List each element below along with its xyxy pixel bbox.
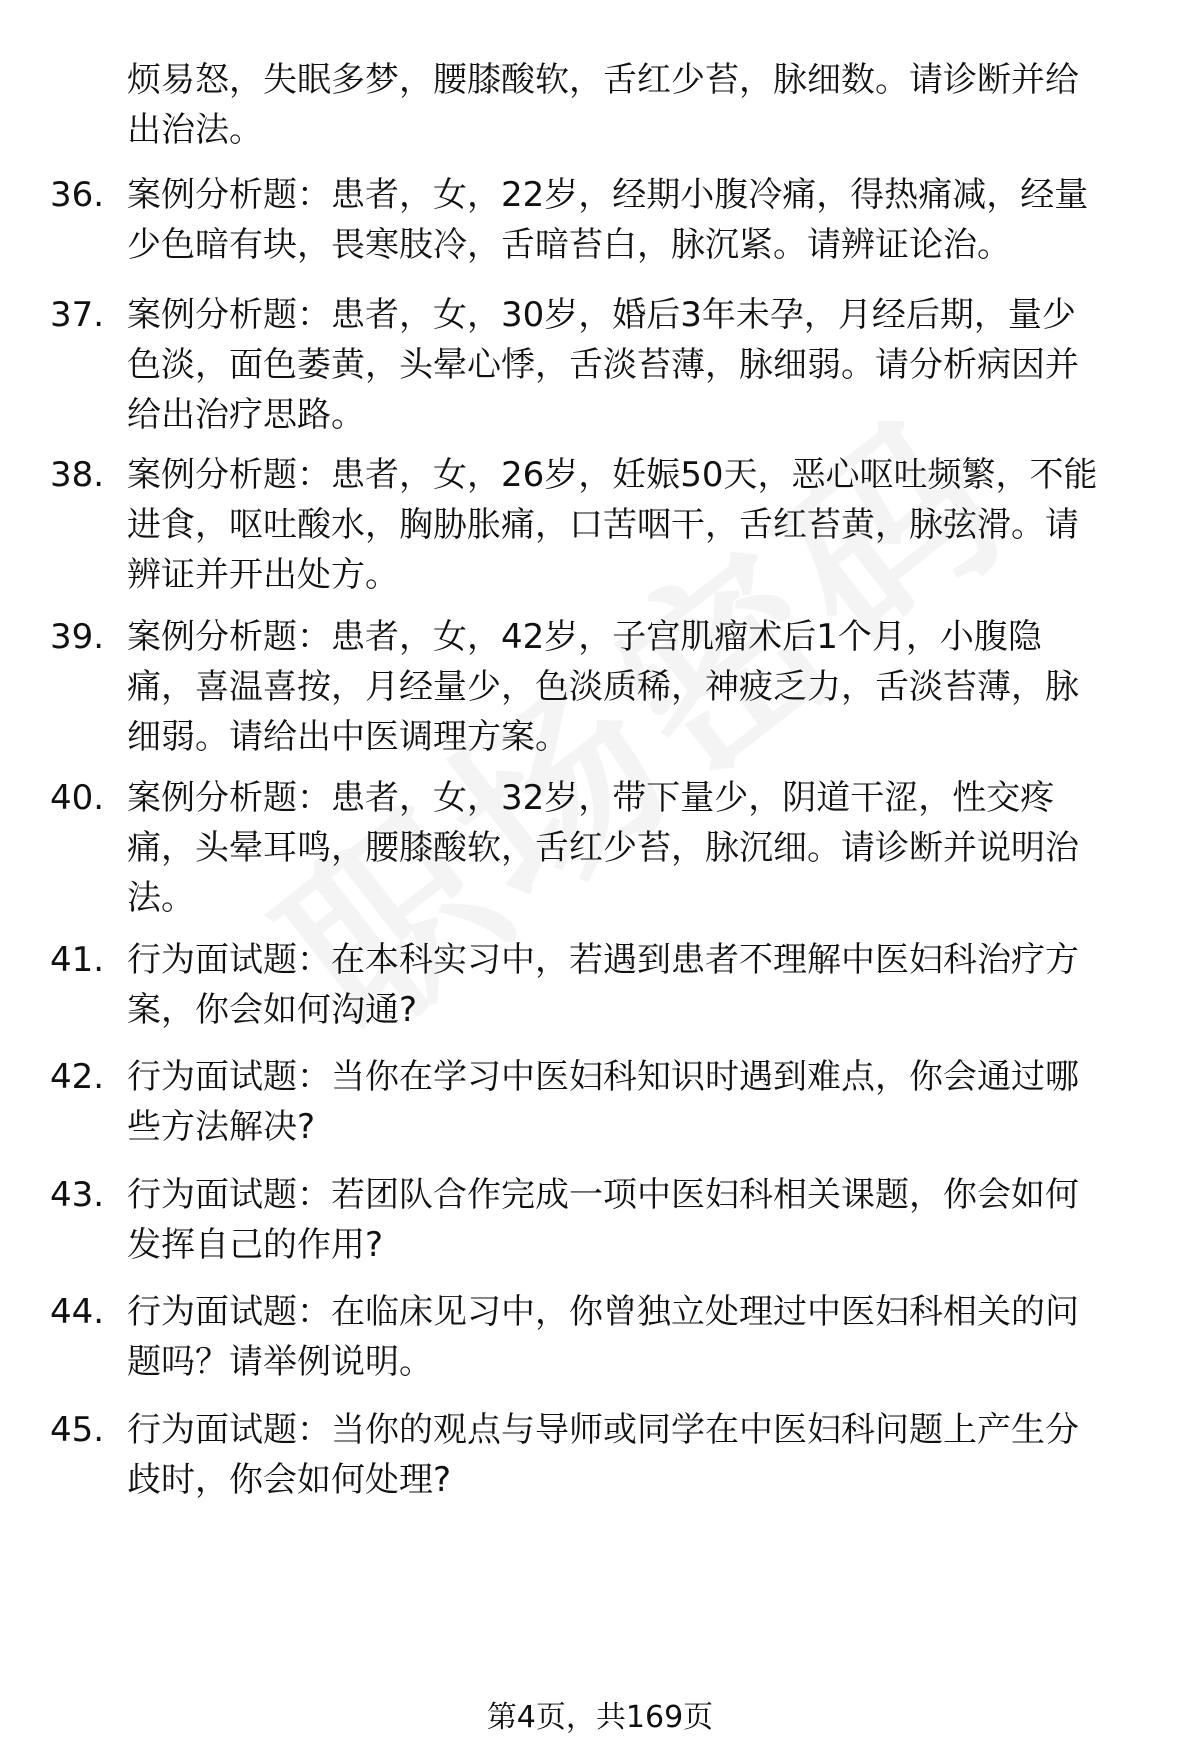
text-line: 行为面试题：当你在学习中医妇科知识时遇到难点，你会通过哪: [127, 1057, 1079, 1097]
question-number: 40.: [50, 778, 105, 818]
text-line: 行为面试题：在本科实习中，若遇到患者不理解中医妇科治疗方: [127, 940, 1079, 980]
text-line: 进食，呕吐酸水，胸胁胀痛，口苦咽干，舌红苔黄，脉弦滑。请: [127, 505, 1079, 545]
page-footer: 第4页，共169页: [486, 1700, 714, 1735]
question-number: 44.: [50, 1292, 105, 1332]
text-line: 细弱。请给出中医调理方案。: [127, 717, 569, 757]
question-number: 42.: [50, 1057, 105, 1097]
text-line: 色淡，面色萎黄，头晕心悸，舌淡苔薄，脉细弱。请分析病因并: [127, 345, 1079, 385]
question-number: 45.: [50, 1410, 105, 1450]
text-line: 痛，头晕耳鸣，腰膝酸软，舌红少苔，脉沉细。请诊断并说明治: [127, 828, 1079, 868]
text-line: 案例分析题：患者，女，32岁，带下量少，阴道干涩，性交疼: [127, 778, 1055, 818]
text-line: 行为面试题：若团队合作完成一项中医妇科相关课题，你会如何: [127, 1175, 1079, 1215]
text-line: 给出治疗思路。: [127, 395, 365, 435]
text-line: 法。: [127, 878, 195, 918]
text-line: 辨证并开出处方。: [127, 555, 399, 595]
text-line: 发挥自己的作用?: [127, 1225, 384, 1265]
text-line: 烦易怒，失眠多梦，腰膝酸软，舌红少苔，脉细数。请诊断并给: [127, 60, 1079, 100]
text-line: 案例分析题：患者，女，30岁，婚后3年未孕，月经后期，量少: [127, 295, 1076, 335]
text-line: 题吗？请举例说明。: [127, 1342, 433, 1382]
text-line: 案例分析题：患者，女，42岁，子宫肌瘤术后1个月，小腹隐: [127, 617, 1042, 657]
text-line: 案，你会如何沟通?: [127, 990, 418, 1030]
text-line: 痛，喜温喜按，月经量少，色淡质稀，神疲乏力，舌淡苔薄，脉: [127, 667, 1079, 707]
question-number: 37.: [50, 295, 105, 335]
question-text: [127, 1287, 1167, 1387]
question-text: [127, 1170, 1167, 1270]
text-line: 行为面试题：在临床见习中，你曾独立处理过中医妇科相关的问: [127, 1292, 1079, 1332]
question-number: 43.: [50, 1175, 105, 1215]
text-line: 行为面试题：当你的观点与导师或同学在中医妇科问题上产生分: [127, 1410, 1079, 1450]
question-text: [127, 450, 1167, 600]
text-line: 出治法。: [127, 110, 263, 150]
question-text: [127, 290, 1167, 440]
question-number: 38.: [50, 455, 105, 495]
question-text: [127, 1052, 1167, 1152]
question-text: [127, 170, 1167, 270]
question-number: 36.: [50, 175, 105, 215]
text-line: 少色暗有块，畏寒肢冷，舌暗苔白，脉沉紧。请辨证论治。: [127, 225, 1011, 265]
text-line: 些方法解决?: [127, 1107, 316, 1147]
text-line: 案例分析题：患者，女，26岁，妊娠50天，恶心呕吐频繁，不能: [127, 455, 1098, 495]
question-text: [127, 773, 1167, 923]
question-number: 39.: [50, 617, 105, 657]
question-text: [127, 935, 1167, 1035]
text-line: 歧时，你会如何处理?: [127, 1460, 452, 1500]
question-text: [127, 1405, 1167, 1505]
question-text: [127, 55, 1167, 155]
text-line: 案例分析题：患者，女，22岁，经期小腹冷痛，得热痛减，经量: [127, 175, 1089, 215]
question-number: 41.: [50, 940, 105, 980]
question-text: [127, 612, 1167, 762]
